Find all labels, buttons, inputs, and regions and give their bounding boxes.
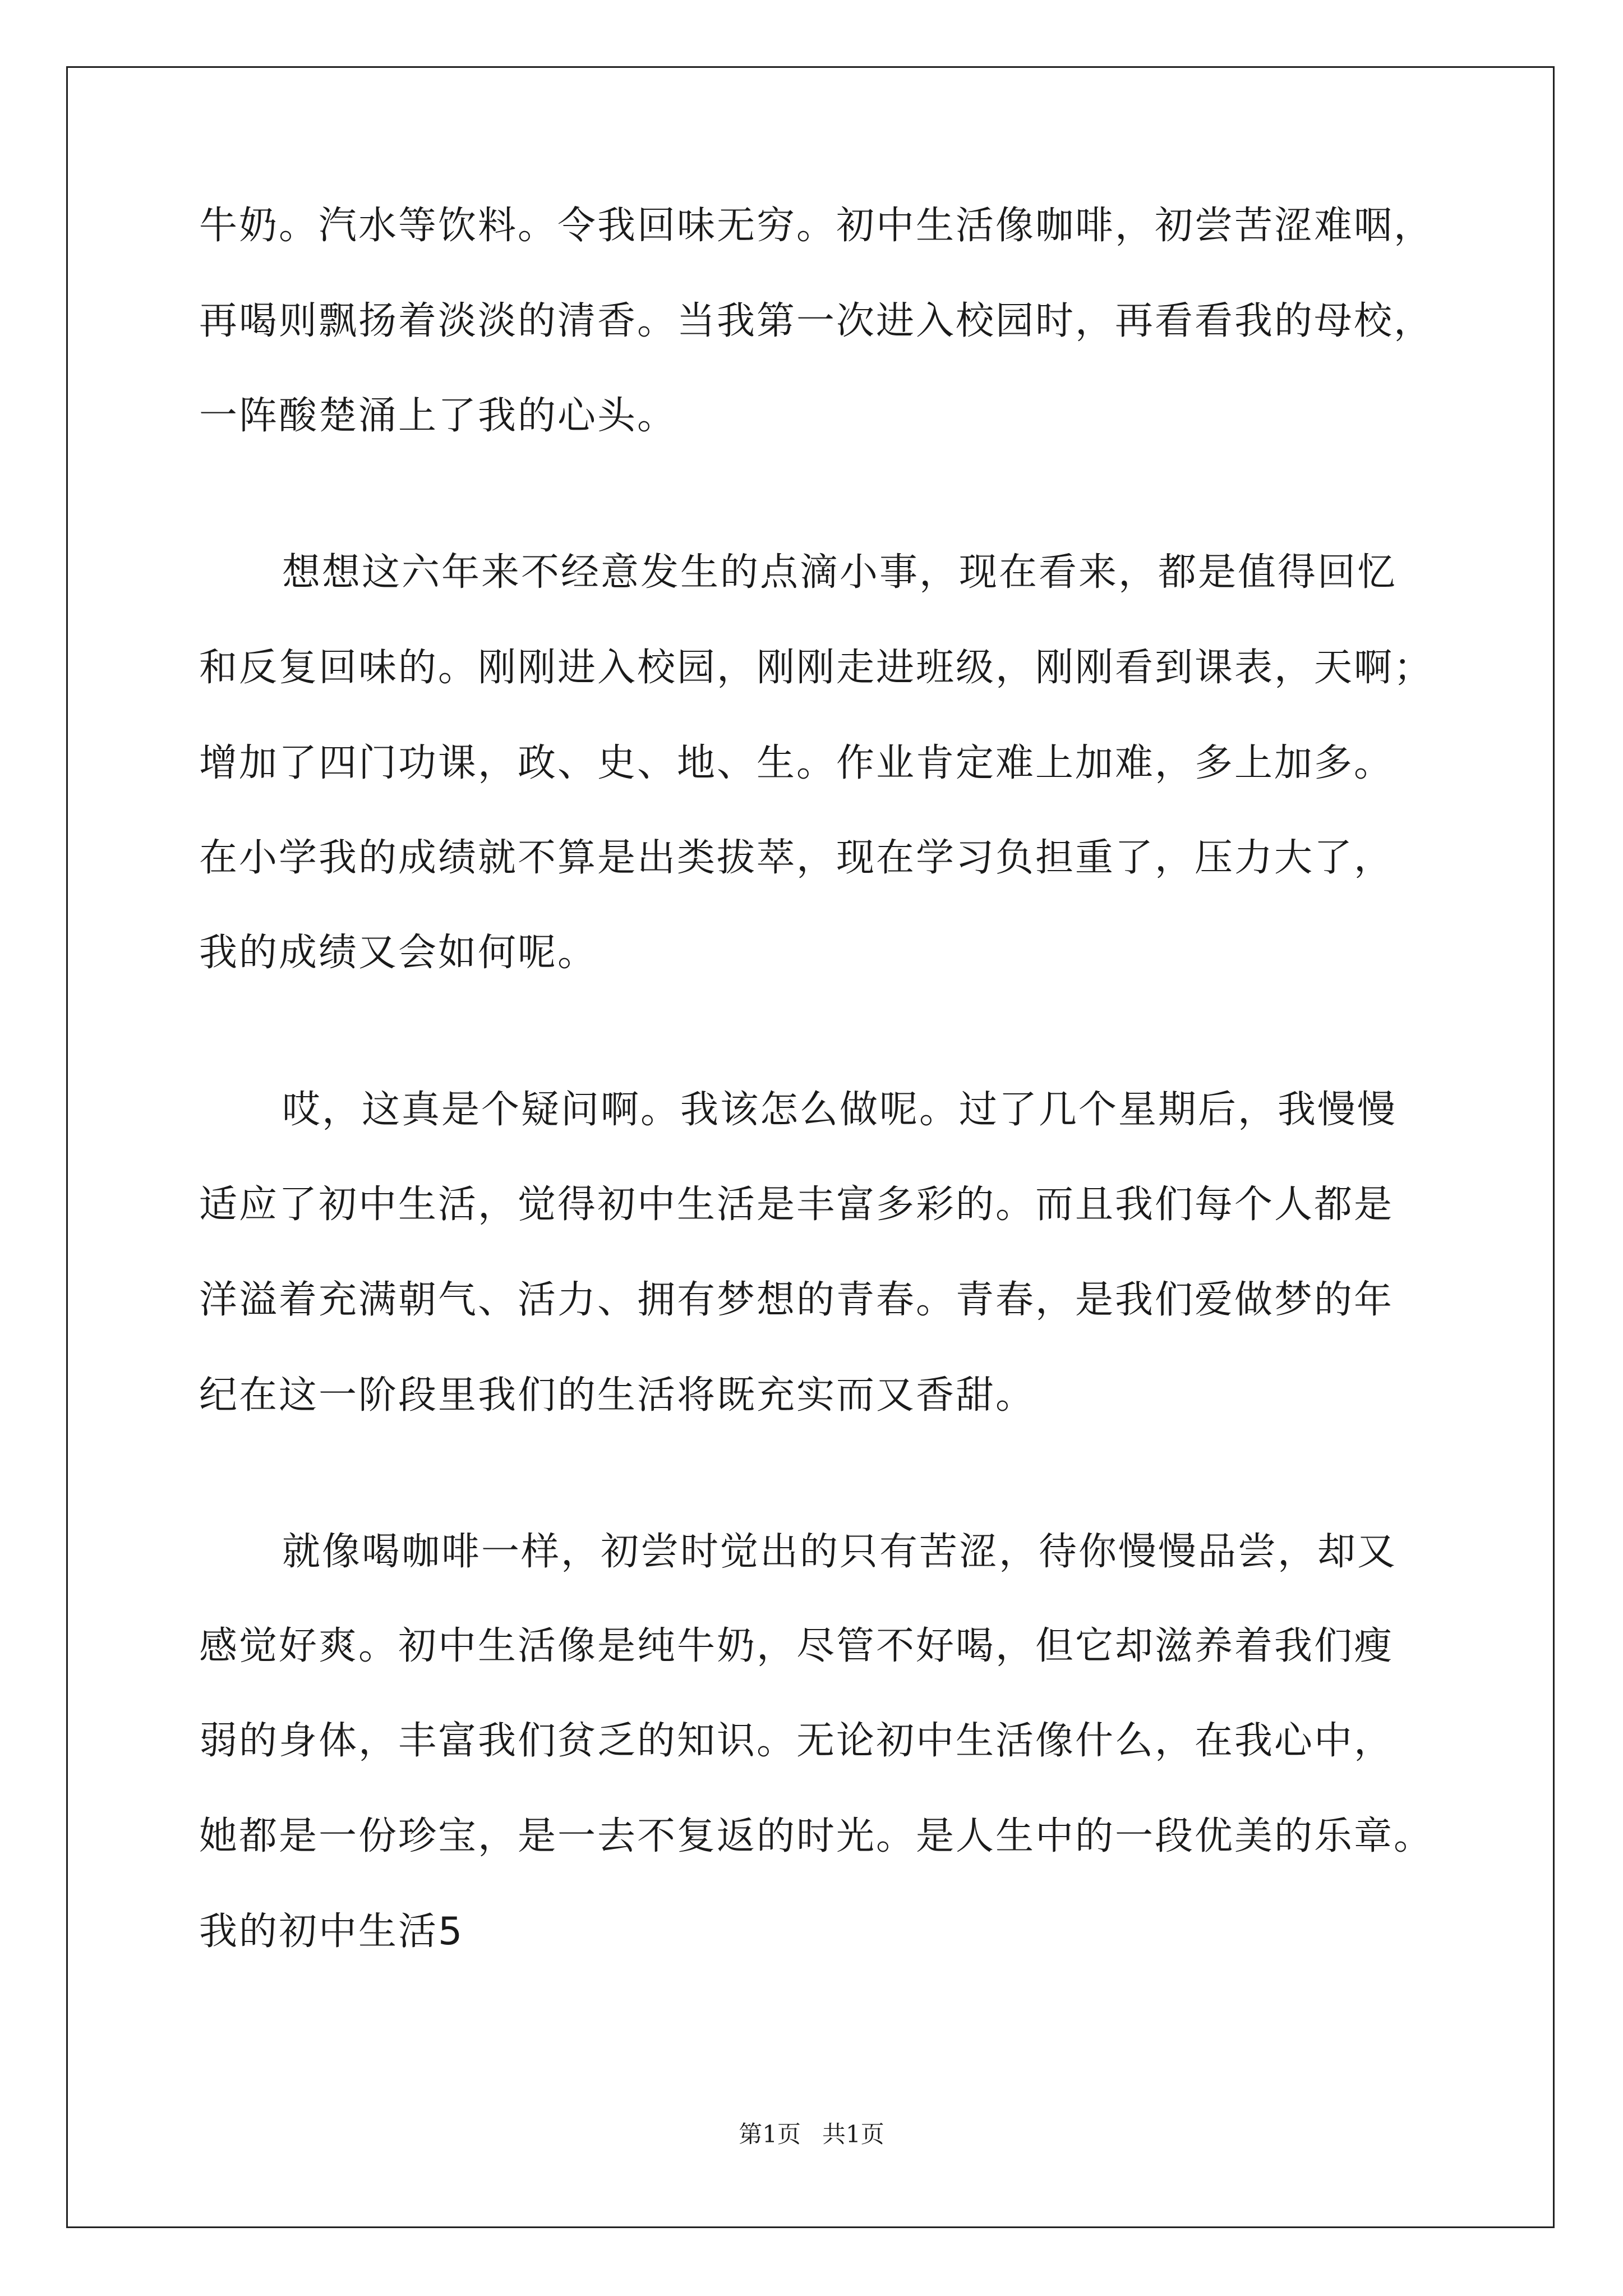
paragraph-first-line: 想想这六年来不经意发生的点滴小事，现在看来，都是值得回忆 [282, 550, 1398, 595]
section-heading: 我的初中生活5 [199, 1910, 464, 1954]
text-line: 一阵酸楚涌上了我的心头。 [199, 394, 677, 438]
text-line: 牛奶。汽水等饮料。令我回味无穷。初中生活像咖啡，初尝苦涩难咽， [199, 204, 1434, 248]
text-line: 增加了四门功课，政、史、地、生。作业肯定难上加难，多上加多。 [199, 741, 1394, 785]
paragraph-first-line: 就像喝咖啡一样，初尝时觉出的只有苦涩，待你慢慢品尝，却又 [282, 1530, 1398, 1574]
text-line: 再喝则飘扬着淡淡的清香。当我第一次进入校园时，再看看我的母校， [199, 299, 1434, 343]
text-line: 弱的身体，丰富我们贫乏的知识。无论初中生活像什么，在我心中， [199, 1719, 1394, 1763]
text-line: 在小学我的成绩就不算是出类拔萃，现在学习负担重了，压力大了， [199, 836, 1394, 880]
page-footer [0, 2118, 1623, 2151]
text-line: 洋溢着充满朝气、活力、拥有梦想的青春。青春，是我们爱做梦的年 [199, 1278, 1394, 1322]
text-line: 和反复回味的。刚刚进入校园，刚刚走进班级，刚刚看到课表，天啊； [199, 646, 1434, 690]
text-line: 她都是一份珍宝，是一去不复返的时光。是人生中的一段优美的乐章。 [199, 1814, 1434, 1858]
text-line: 我的成绩又会如何呢。 [199, 931, 598, 975]
text-line: 纪在这一阶段里我们的生活将既充实而又香甜。 [199, 1373, 1036, 1418]
text-line: 适应了初中生活，觉得初中生活是丰富多彩的。而且我们每个人都是 [199, 1182, 1394, 1227]
page-total: 共1页 [822, 2120, 884, 2148]
text-line: 感觉好爽。初中生活像是纯牛奶，尽管不好喝，但它却滋养着我们瘦 [199, 1624, 1394, 1668]
paragraph-first-line: 哎，这真是个疑问啊。我该怎么做呢。过了几个星期后，我慢慢 [282, 1088, 1398, 1132]
page-number: 第1页 [739, 2120, 801, 2148]
